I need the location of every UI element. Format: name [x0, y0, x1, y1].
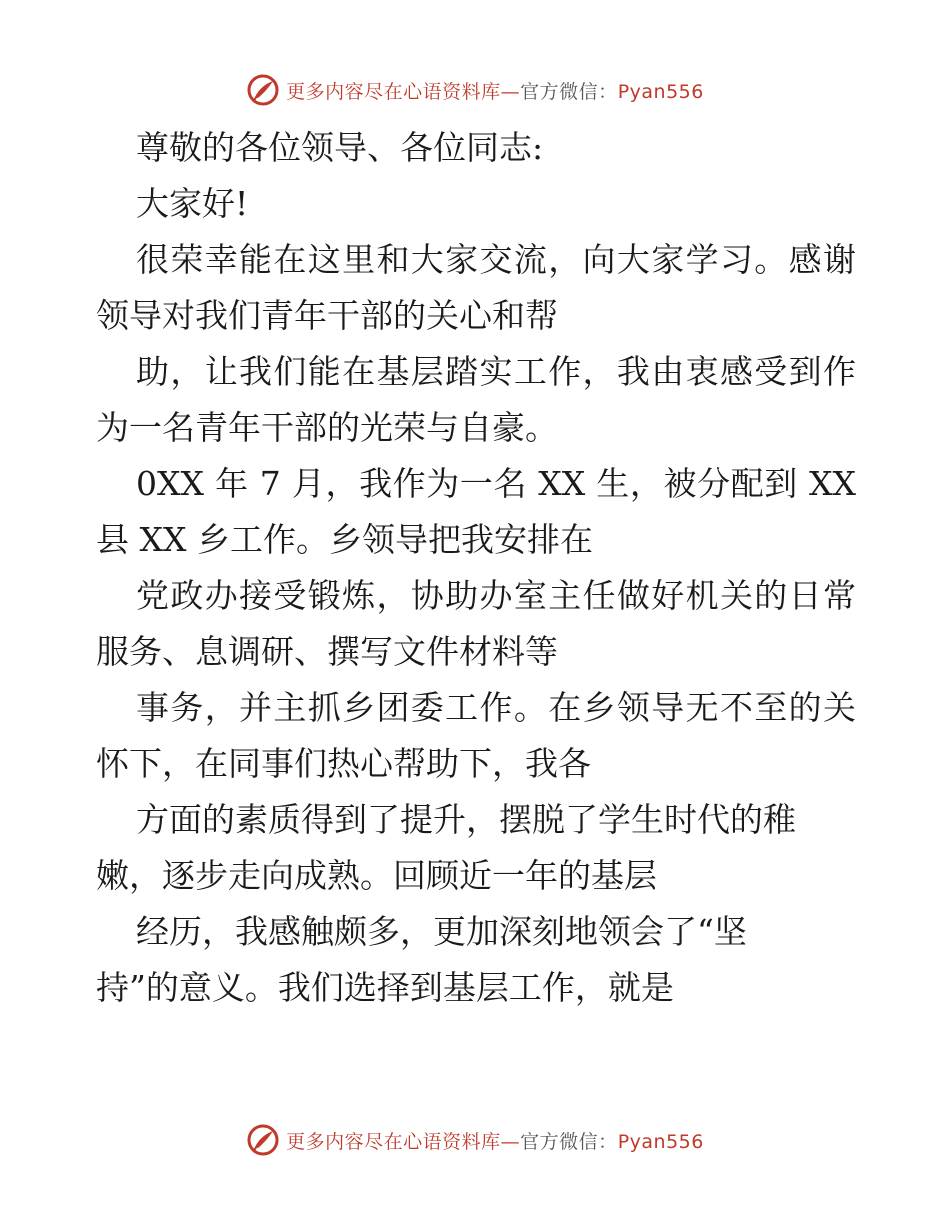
paragraph-line: 领导对我们青年干部的关心和帮: [96, 296, 558, 335]
watermark-text: [286, 1127, 704, 1154]
document-body: [96, 120, 856, 1016]
watermark-brand: 更多内容尽在心语资料库: [286, 80, 501, 103]
paragraph-line: 事务，并主抓乡团委工作。在乡领导无不至的关: [136, 688, 856, 727]
footer-watermark: [0, 1120, 950, 1160]
watermark-wechat-id: Pyan556: [617, 1130, 704, 1153]
paragraph-line: 为一名青年干部的光荣与自豪。: [96, 408, 558, 447]
paragraph-line: 助，让我们能在基层踏实工作，我由衷感受到作: [136, 352, 856, 391]
header-watermark: [0, 70, 950, 110]
paragraph-line: 经历，我感触颇多，更加深刻地领会了“坚: [136, 912, 747, 951]
watermark-text: [286, 77, 704, 104]
paragraph-line: 怀下，在同事们热心帮助下，我各: [96, 744, 591, 783]
paragraph-line: 嫩，逐步走向成熟。回顾近一年的基层: [96, 856, 657, 895]
greeting-line: 大家好!: [136, 184, 249, 223]
watermark-official: 官方微信：: [520, 80, 618, 103]
paragraph-line: 服务、息调研、撰写文件材料等: [96, 632, 558, 671]
watermark-brand: 更多内容尽在心语资料库: [286, 1130, 501, 1153]
watermark-dash: —: [500, 1130, 521, 1153]
quill-logo-icon: [246, 73, 280, 107]
paragraph-line: 很荣幸能在这里和大家交流，向大家学习。感谢: [136, 240, 856, 279]
watermark-official: 官方微信：: [520, 1130, 618, 1153]
salutation-line: 尊敬的各位领导、各位同志:: [136, 128, 544, 167]
watermark-wechat-id: Pyan556: [617, 80, 704, 103]
quill-logo-icon: [246, 1123, 280, 1157]
paragraph-line: 方面的素质得到了提升，摆脱了学生时代的稚: [136, 800, 796, 839]
paragraph-line: 0XX 年 7 月，我作为一名 XX 生，被分配到 XX: [136, 464, 856, 503]
paragraph-line: 党政办接受锻炼，协助办室主任做好机关的日常: [136, 576, 856, 615]
paragraph-line: 县 XX 乡工作。乡领导把我安排在: [96, 520, 593, 559]
paragraph-line: 持”的意义。我们选择到基层工作，就是: [96, 968, 674, 1007]
watermark-dash: —: [500, 80, 521, 103]
